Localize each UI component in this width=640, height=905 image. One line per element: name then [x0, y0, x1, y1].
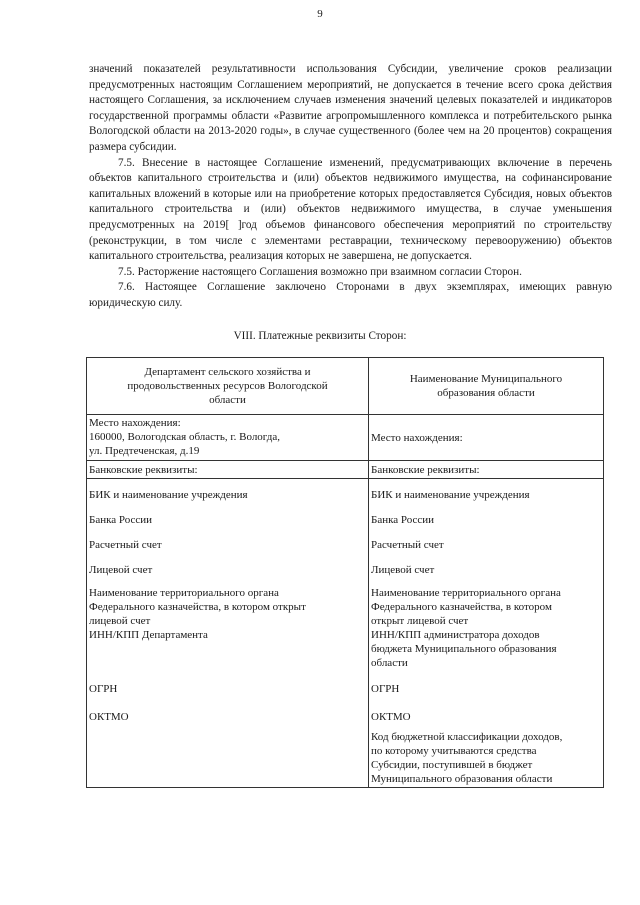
paragraph-7-6-copies: 7.6. Настоящее Соглашение заключено Сторонами в двух экземплярах, имеющих равную юридическую силу.	[89, 281, 612, 309]
left-location-address-2: ул. Предтеченская, д.19	[89, 445, 200, 457]
right-bik: БИК и наименование учреждения	[371, 489, 530, 501]
left-bank-label: Банковские реквизиты:	[89, 464, 198, 476]
right-party-name: Наименование Муниципального образования области	[409, 373, 563, 399]
agreement-text	[89, 62, 612, 312]
right-treasury-line-1: Наименование территориального органа	[371, 587, 561, 599]
requisites-row	[87, 479, 604, 788]
table-header-row	[87, 358, 604, 415]
right-treasury-line-3: открыт лицевой счет	[371, 615, 469, 627]
left-treasury-line-2: Федерального казначейства, в котором открыт	[89, 601, 306, 613]
left-location-cell	[87, 415, 369, 461]
left-settlement-account: Расчетный счет	[89, 539, 162, 551]
left-inn-kpp: ИНН/КПП Департамента	[89, 629, 208, 641]
left-ogrn: ОГРН	[89, 683, 118, 695]
right-kbk-line-4: Муниципального образования области	[371, 773, 553, 785]
left-bank-cell	[87, 461, 369, 479]
bank-details-row	[87, 461, 604, 479]
right-kbk-line-3: Субсидии, поступившей в бюджет	[371, 759, 533, 771]
left-personal-account: Лицевой счет	[89, 564, 153, 576]
right-requisites-cell	[369, 479, 604, 788]
right-kbk-line-2: по которому учитываются средства	[371, 745, 537, 757]
right-treasury-line-2: Федерального казначейства, в котором	[371, 601, 552, 613]
left-treasury-line-3: лицевой счет	[89, 615, 151, 627]
right-kbk-line-1: Код бюджетной классификации доходов,	[371, 731, 563, 743]
left-bik: БИК и наименование учреждения	[89, 489, 248, 501]
paragraph-7-5-termination: 7.5. Расторжение настоящего Соглашения возможно при взаимном согласии Сторон.	[118, 265, 522, 278]
left-oktmo: ОКТМО	[89, 711, 129, 723]
location-row	[87, 415, 604, 461]
right-bank-cell	[369, 461, 604, 479]
left-bank-of-russia: Банка России	[89, 514, 153, 526]
right-location-cell	[369, 415, 604, 461]
payment-details-table	[86, 357, 604, 788]
right-bank-of-russia: Банка России	[371, 514, 435, 526]
left-requisites-cell	[87, 479, 369, 788]
left-treasury-line-1: Наименование территориального органа	[89, 587, 279, 599]
right-inn-line-1: ИНН/КПП администратора доходов	[371, 629, 540, 641]
right-inn-line-2: бюджета Муниципального образования	[371, 643, 557, 655]
right-bank-label: Банковские реквизиты:	[371, 464, 480, 476]
right-location-label: Место нахождения:	[371, 431, 463, 444]
page-number: 9	[317, 8, 323, 20]
paragraph-7-5-changes: 7.5. Внесение в настоящее Соглашение изменений, предусматривающих включение в перечень объектов капитального строительства и (или) объектов недвижимого имущества, на софинансирование капитальных вложений в которые или на приобретение которых предоставляется Субсидия, новых объектов капитального строительства и (или) объектов недвижимого имущества, в случае уменьшения предусмотренных на 2019[ ]год объемов финансового обеспечения мероприятий по строительству (реконструкции, в том числе с элементами реставрации, техническому перевооружению) объектов капитального строительства, реализация которых не завершена, не допускается.	[89, 156, 612, 263]
right-inn-line-3: области	[371, 657, 408, 669]
left-location-label: Место нахождения:	[89, 417, 181, 429]
left-party-name: Департамент сельского хозяйства и продовольственных ресурсов Вологодской области	[127, 366, 328, 406]
left-location-address-1: 160000, Вологодская область, г. Вологда,	[89, 431, 280, 443]
left-party-header	[87, 358, 369, 415]
right-settlement-account: Расчетный счет	[371, 539, 444, 551]
right-personal-account: Лицевой счет	[371, 564, 435, 576]
right-oktmo: ОКТМО	[371, 711, 411, 723]
paragraph-results: значений показателей результативности использования Субсидии, увеличение сроков реализации предусмотренных настоящим Соглашением мероприятий, не допускается в течение всего срока действия настоящего Соглашения, за исключением случаев изменения значений целевых показателей и индикаторов государственной программы области «Развитие агропромышленного комплекса и потребительского рынка Вологодской области на 2013-2020 годы», в случае существенного (более чем на 20 процентов) сокращения размера субсидии.	[89, 63, 612, 153]
right-ogrn: ОГРН	[371, 683, 400, 695]
right-party-header	[369, 358, 604, 415]
section-title: VIII. Платежные реквизиты Сторон:	[233, 330, 407, 342]
